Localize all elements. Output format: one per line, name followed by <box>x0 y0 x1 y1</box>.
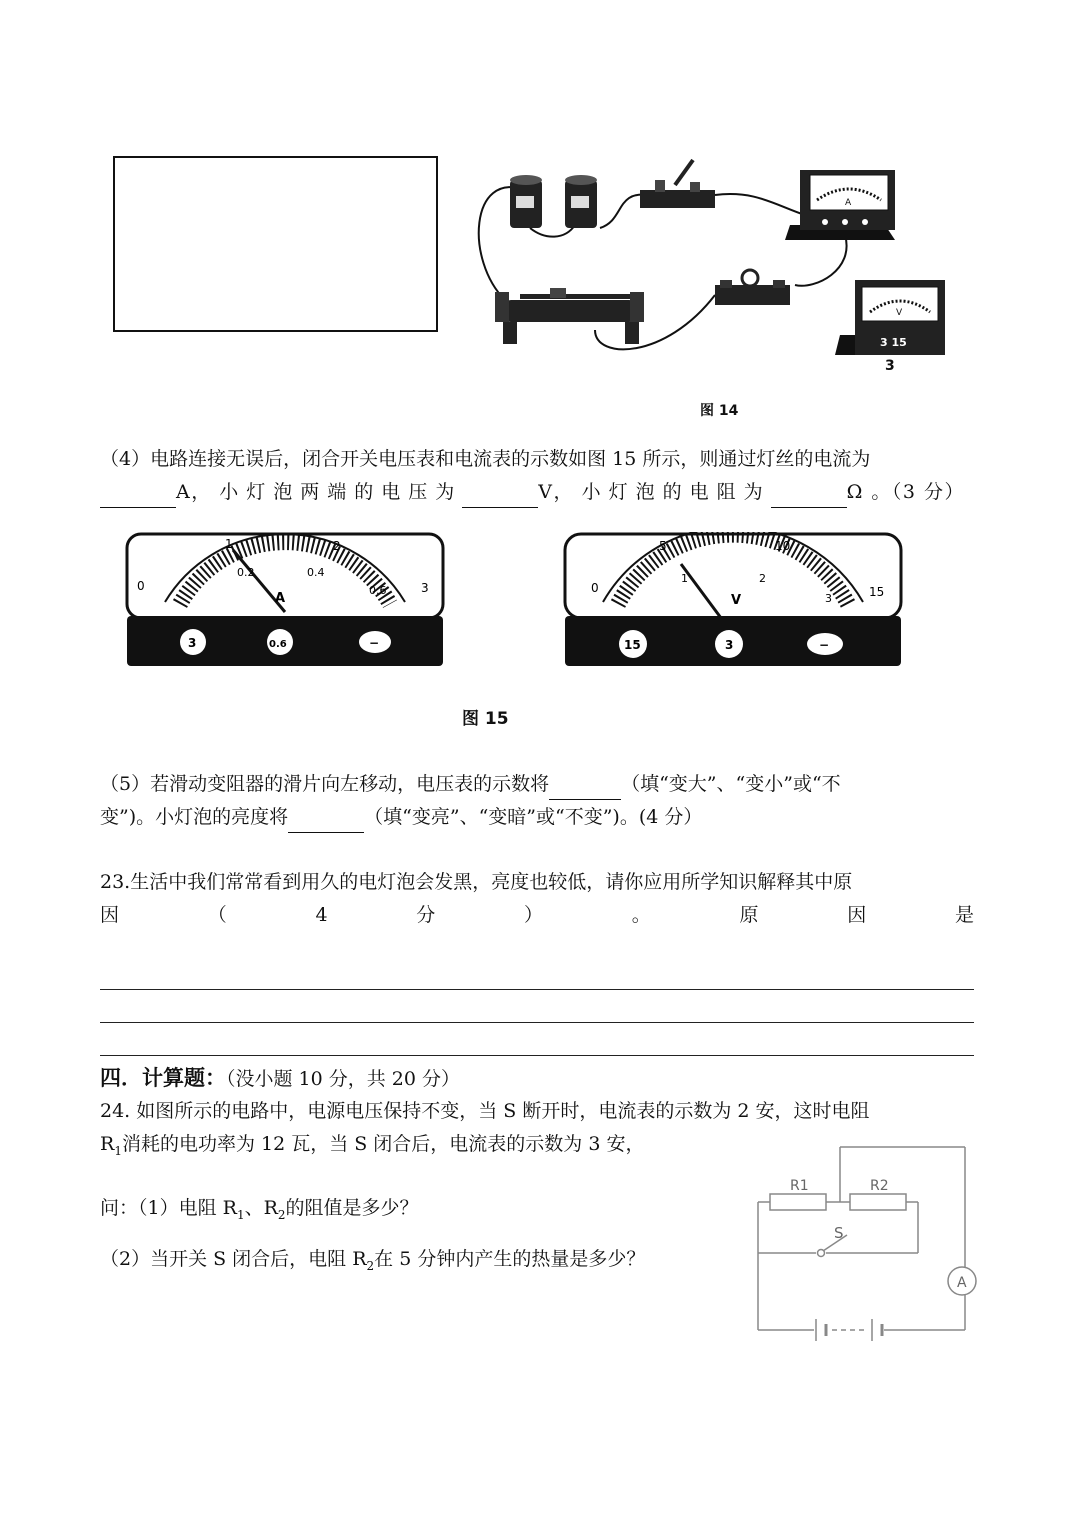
ammeter-icon <box>785 170 895 240</box>
ammeter-unit: A <box>275 591 286 606</box>
voltage-blank[interactable] <box>462 485 538 508</box>
svg-text:V: V <box>896 308 903 318</box>
answer-box <box>113 156 438 332</box>
q22-4-line2 <box>100 476 965 508</box>
voltmeter-terminal-3: 3 <box>725 638 734 652</box>
current-blank[interactable] <box>100 485 176 508</box>
q22-4-line1: （4）电路连接无误后，闭合开关电压表和电流表的示数如图 15 所示，则通过灯丝的电流为 <box>100 448 871 470</box>
voltmeter-scale-5: 5 <box>659 539 667 553</box>
q23-line1: 23.生活中我们常常看到用久的电灯泡会发黑，亮度也较低，请你应用所学知识解释其中原 <box>100 871 853 893</box>
q24-line1: 24. 如图所示的电路中，电源电压保持不变，当 S 断开时，电流表的示数为 2 安，这时电阻 <box>100 1100 870 1122</box>
voltmeter-icon <box>835 280 945 355</box>
ammeter-scale-04: 0.4 <box>307 566 325 579</box>
rheostat-icon <box>495 288 644 344</box>
ammeter-symbol-label: A <box>957 1275 967 1291</box>
ammeter-scale-1: 1 <box>225 537 233 551</box>
switch-label: S <box>834 1224 844 1242</box>
voltmeter-terminal-minus: − <box>819 638 830 652</box>
voltmeter-terminal-15: 15 <box>624 638 641 652</box>
q24-circuit-diagram <box>750 1140 980 1345</box>
figure-14-caption: 图 14 <box>700 403 739 419</box>
q24-question-1: 问：（1）电阻 $R_1$、$R_2$的阻值是多少？ <box>100 1197 419 1222</box>
q23-line2: 因 （ 4 分 ） 。 原 因 是 <box>100 904 974 926</box>
q22-5-line2: 变”)。小灯泡的亮度将 （填“变亮”、“变暗”或“不变”)。(4 分） <box>100 801 702 833</box>
answer-line[interactable] <box>100 1022 974 1023</box>
lamp-holder-icon <box>715 270 790 305</box>
answer-line[interactable] <box>100 989 974 990</box>
section-title: 四．计算题： <box>100 1066 226 1090</box>
unit-a: A， <box>176 481 212 503</box>
voltmeter-unit: V <box>731 593 742 608</box>
resistor-r2 <box>850 1194 906 1210</box>
resistor-r1 <box>770 1194 826 1210</box>
resistance-prompt: 小灯泡的电阻为 <box>581 481 771 503</box>
figure-14-circuit-photo <box>465 150 965 390</box>
ammeter-scale-02: 0.2 <box>237 566 255 579</box>
q24-line2: $R_1$消耗的电功率为 12 瓦，当 S 闭合后，电流表的示数为 3 安， <box>100 1133 645 1158</box>
ammeter-terminal-3: 3 <box>188 636 197 650</box>
ammeter-scale-06: 0.6 <box>369 584 387 597</box>
brightness-blank[interactable] <box>288 810 364 833</box>
ammeter-terminal-minus: − <box>369 636 380 650</box>
voltmeter-change-blank[interactable] <box>549 777 621 800</box>
section-4-heading <box>100 1062 460 1095</box>
switch-icon <box>640 160 715 208</box>
voltmeter-range-label: 3 15 <box>880 336 907 349</box>
svg-text:A: A <box>845 198 852 208</box>
voltmeter-dial <box>563 532 903 672</box>
unit-v: V， <box>538 481 575 503</box>
q24-question-2: （2）当开关 S 闭合后，电阻 $R_2$在 5 分钟内产生的热量是多少？ <box>100 1248 646 1273</box>
figure-15-caption: 图 15 <box>462 709 509 729</box>
r2-label: R2 <box>870 1178 889 1194</box>
section-note: （没小题 10 分，共 20 分） <box>226 1068 461 1090</box>
voltmeter-scale-1: 1 <box>681 572 688 585</box>
r1-label: R1 <box>790 1178 809 1194</box>
ammeter-dial <box>125 532 445 672</box>
voltmeter-scale-3: 3 <box>825 592 832 605</box>
voltmeter-scale-10: 10 <box>775 539 791 553</box>
ammeter-scale-3: 3 <box>421 581 429 595</box>
voltmeter-scale-15: 15 <box>869 585 885 599</box>
q22-5-line1: （5）若滑动变阻器的滑片向左移动，电压表的示数将 （填“变大”、“变小”或“不 <box>100 768 841 800</box>
resistance-blank[interactable] <box>771 485 847 508</box>
voltmeter-sub-label: 3 <box>885 358 895 374</box>
ammeter-terminal-06: 0.6 <box>269 639 287 650</box>
voltmeter-scale-2: 2 <box>759 572 766 585</box>
voltage-prompt: 小灯泡两端的电压为 <box>219 481 463 503</box>
answer-line[interactable] <box>100 1055 974 1056</box>
unit-ohm: Ω 。（3 分） <box>846 481 966 503</box>
voltmeter-scale-0: 0 <box>591 581 599 595</box>
battery-icon <box>510 175 542 228</box>
switch-contact <box>818 1250 825 1257</box>
ammeter-scale-0: 0 <box>137 579 145 593</box>
ammeter-scale-2: 2 <box>333 539 341 553</box>
battery-icon <box>565 175 597 228</box>
